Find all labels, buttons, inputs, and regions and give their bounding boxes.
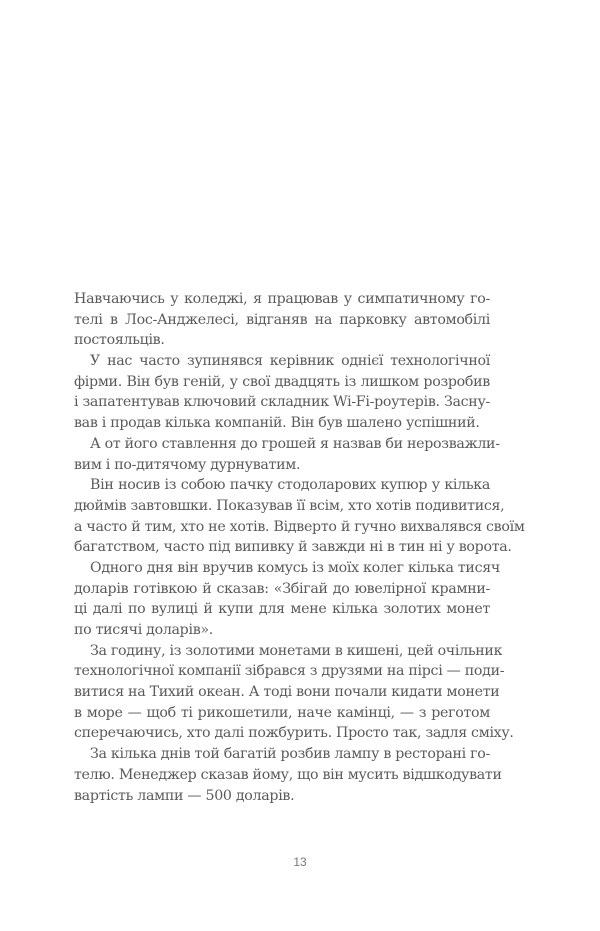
text-line: фірми. Він був геній, у свої двадцять із лишком розробив — [74, 373, 490, 390]
paragraph — [74, 641, 514, 744]
paragraph — [74, 475, 525, 558]
text-line: постояльців. — [74, 332, 165, 349]
paragraph — [74, 434, 500, 475]
text-line: вав і продав кілька компаній. Він був шалено успішний. — [74, 415, 480, 432]
text-line: У нас часто зупинявся керівник однієї технологічної — [90, 353, 490, 370]
paragraph — [74, 351, 490, 434]
text-line: і запатентував ключовий складник Wi-Fi-роутерів. Засну- — [74, 394, 490, 411]
text-line: Навчаючись у коледжі, я працював у симпатичному го- — [74, 291, 490, 307]
body-text — [74, 289, 525, 806]
text-line: ці далі по вулиці й купи для мене кілька золотих монет — [74, 601, 490, 618]
text-line: а часто й тим, хто не хотів. Відверто й гучно вихвалявся своїм — [74, 518, 525, 535]
paragraph — [74, 558, 500, 641]
text-line: вартість лампи — 500 доларів. — [74, 787, 295, 804]
text-line: в море — щоб ті рикошетили, наче камінці, — з реготом — [74, 704, 490, 721]
text-line: Він носив із собою пачку стодоларових купюр у кілька — [90, 477, 490, 494]
text-line: За годину, із золотими монетами в кишені, цей очільник — [90, 642, 503, 659]
text-line: вим і по-дитячому дурнуватим. — [74, 456, 301, 473]
text-line: витися на Тихий океан. А тоді вони почали кидати монети — [74, 684, 500, 701]
text-line: А от його ставлення до грошей я назвав би нерозважли- — [90, 435, 500, 452]
text-line: по тисячі доларів». — [74, 622, 213, 638]
text-line: телі в Лос-Анджелесі, відганяв на парковку автомобілі — [74, 311, 490, 328]
text-line: багатством, часто під випивку й завжди ні в тин ні у ворота. — [74, 539, 512, 556]
paragraph — [74, 744, 502, 806]
text-line: За кілька днів той багатій розбив лампу в ресторані го- — [90, 746, 490, 763]
text-line: дюймів завтовшки. Показував її всім, хто хотів подивитися, — [74, 497, 505, 514]
page-number: 13 — [293, 855, 307, 869]
paragraph — [74, 289, 490, 351]
text-line: доларів готівкою й сказав: «Збігай до ювелірної крамни- — [74, 580, 490, 597]
text-line: телю. Менеджер сказав йому, що він мусить відшкодувати — [74, 766, 502, 783]
text-line: Одного дня він вручив комусь із моїх колег кілька тисяч — [90, 559, 500, 576]
text-line: сперечаючись, хто далі пожбурить. Просто так, задля сміху. — [74, 725, 514, 742]
text-line: технологічної компанії зібрався з друзями на пірсі — поди- — [74, 663, 505, 680]
